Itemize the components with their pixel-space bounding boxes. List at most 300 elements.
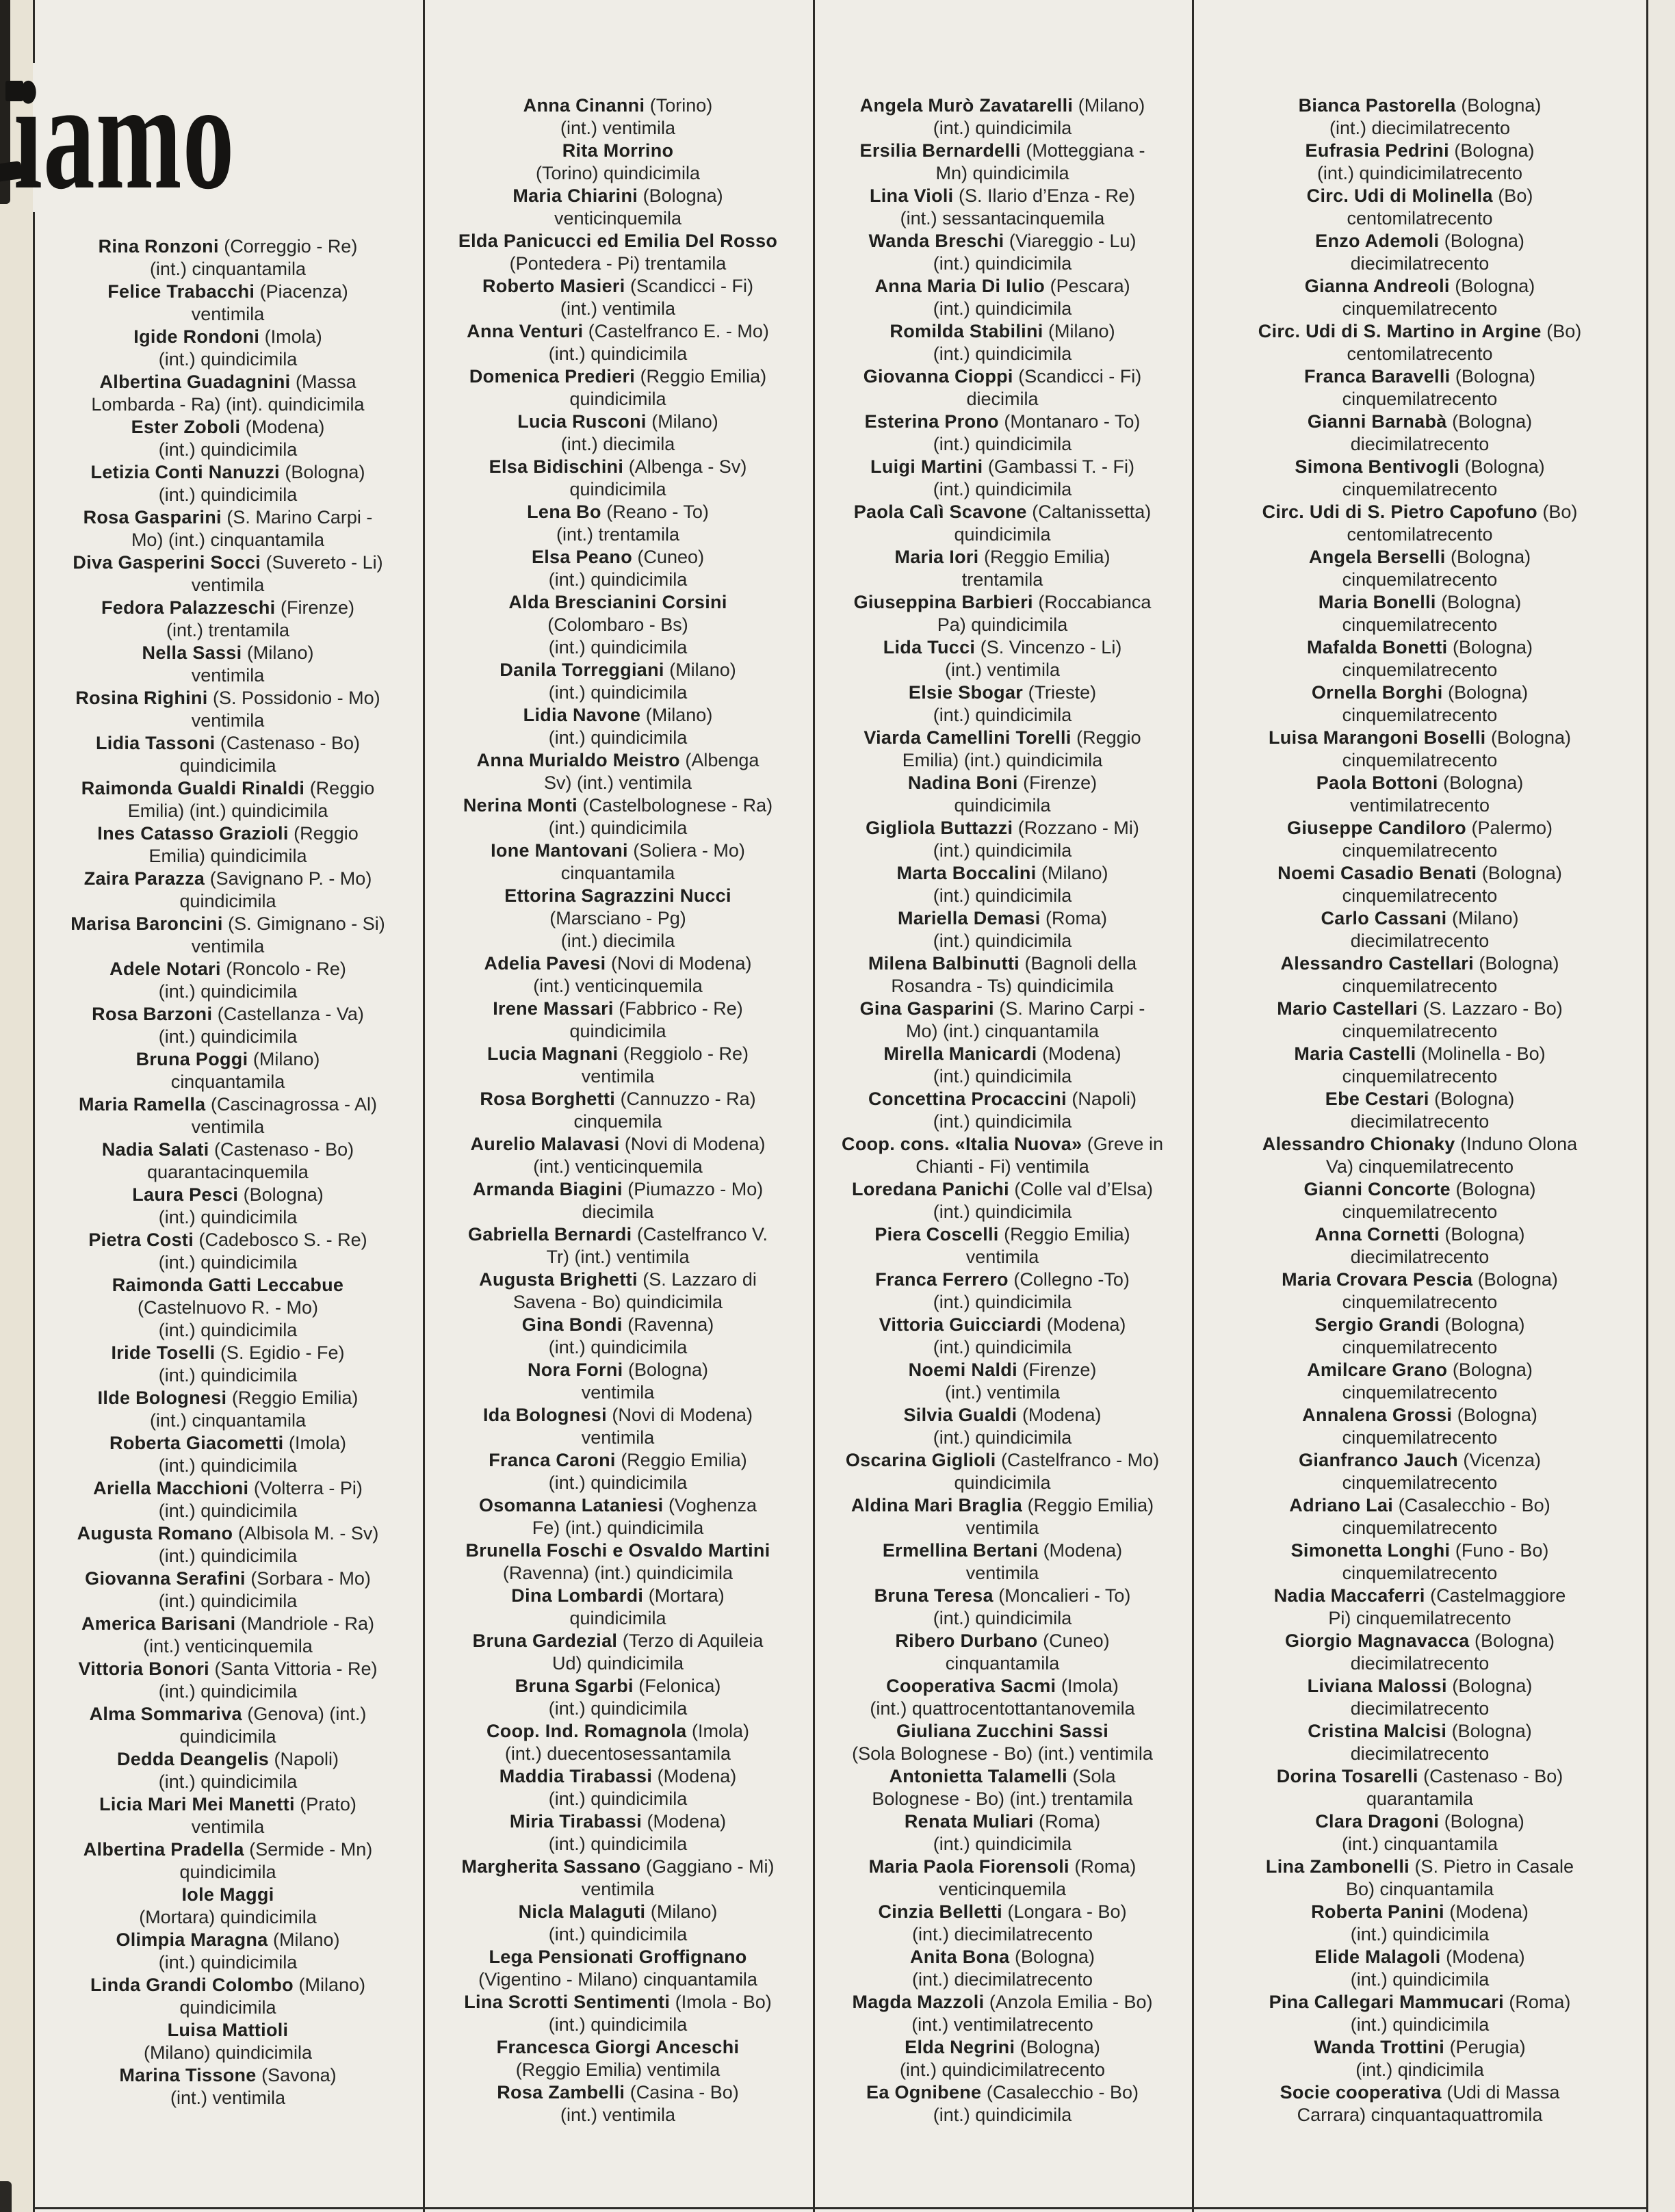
donor-entry-line: Elsie Sbogar (Trieste) <box>908 682 1097 703</box>
donor-entry <box>49 1477 406 1522</box>
donor-entry <box>49 1048 406 1093</box>
donor-name: Giuliana Zucchini Sassi <box>896 1721 1108 1741</box>
donor-entry-line: (int.) quindicimila <box>1350 1969 1490 1990</box>
donor-entry-line: (int.) quindicimila <box>933 1111 1072 1132</box>
donor-entry-line: (int.) trentamila <box>166 620 290 640</box>
donor-entry-line: Aldina Mari Braglia (Reggio Emilia) <box>851 1495 1154 1515</box>
donor-entry <box>49 326 406 371</box>
donor-entry <box>821 1449 1184 1494</box>
donor-entry <box>821 1133 1184 1178</box>
donor-entry <box>821 1720 1184 1765</box>
donor-name: Ettorina Sagrazzini Nucci <box>504 885 731 906</box>
donor-entry-line: (int.) diecimila <box>560 434 675 454</box>
donor-entry-line: Pietra Costi (Cadebosco S. - Re) <box>88 1229 367 1250</box>
donor-entry <box>1204 1946 1635 1991</box>
donor-name: Rosa Zambelli <box>497 2082 625 2103</box>
donor-name: Cinzia Belletti <box>878 1901 1002 1922</box>
donor-name: Ermellina Bertani <box>882 1540 1039 1561</box>
donor-entry-line: (int.) ventimila <box>170 2087 286 2108</box>
donor-entry-line: (int.) quindicimila <box>933 1292 1072 1312</box>
donor-entry-line: (int.) quindicimila <box>933 253 1072 274</box>
donor-name: Osomanna Lataniesi <box>478 1495 664 1515</box>
donor-name: Adele Notari <box>109 959 221 979</box>
donor-entry <box>438 1404 798 1449</box>
donor-entry-line: Concettina Procaccini (Napoli) <box>868 1089 1137 1109</box>
donor-name: Renata Muliari <box>904 1811 1034 1832</box>
donor-name: Mafalda Bonetti <box>1306 637 1448 658</box>
donor-entry <box>821 1856 1184 1901</box>
donor-entry <box>438 1810 798 1856</box>
donor-entry-line: ventimila <box>191 1117 265 1137</box>
donor-entry <box>49 1884 406 1929</box>
donor-entry-line: Coop. cons. «Italia Nuova» (Greve in <box>842 1134 1163 1154</box>
donor-entry-line: Irene Massari (Fabbrico - Re) <box>493 998 743 1019</box>
donor-name: Coop. cons. «Italia Nuova» <box>842 1134 1082 1154</box>
donor-name: Piera Coscelli <box>874 1224 999 1245</box>
donor-entry-line <box>438 140 798 162</box>
donor-name: Alda Brescianini Corsini <box>508 592 727 612</box>
donor-name: Coop. Ind. Romagnola <box>486 1721 687 1741</box>
column-divider-3 <box>1192 0 1194 2212</box>
donor-name: Cristina Malcisi <box>1308 1721 1447 1741</box>
donor-entry-line: (int.) venticinquemila <box>533 976 703 996</box>
donor-entry-line: Lida Tucci (S. Vincenzo - Li) <box>883 637 1122 658</box>
donor-entry-line: (Marsciano - Pg) <box>549 908 686 928</box>
donor-entry-line: (Pontedera - Pi) trentamila <box>509 253 727 274</box>
donor-name: America Barisani <box>81 1613 236 1634</box>
donor-entry <box>821 411 1184 456</box>
donor-name: Sergio Grandi <box>1314 1314 1440 1335</box>
donor-name: Bruna Teresa <box>874 1585 994 1606</box>
donor-entry-line: quindicimila <box>954 1472 1051 1493</box>
donor-entry-line: (int.) qindicimila <box>1355 2059 1484 2080</box>
donor-entry-line: (int.) quindicimila <box>548 818 688 838</box>
donor-entry-line: Mariella Demasi (Roma) <box>897 908 1108 928</box>
donor-entry <box>821 1765 1184 1810</box>
donor-entry-line: (int.) diecimila <box>560 931 675 951</box>
donor-entry-line: Giorgio Magnavacca (Bologna) <box>1284 1630 1555 1651</box>
donor-name: Ornella Borghi <box>1311 682 1443 703</box>
donor-entry-line: Angela Berselli (Bologna) <box>1308 547 1531 567</box>
donor-name: Angela Murò Zavatarelli <box>859 95 1074 116</box>
donor-entry-line: (int.) quindicimila <box>933 1427 1072 1448</box>
donor-entry <box>1204 681 1635 727</box>
donor-name: Wanda Trottini <box>1314 2037 1445 2057</box>
donor-entry-line: Noemi Casadio Benati (Bologna) <box>1277 863 1562 883</box>
donor-entry <box>821 275 1184 320</box>
donor-name: Marisa Baroncini <box>70 913 223 934</box>
donor-entry-line: Gianni Concorte (Bologna) <box>1303 1179 1536 1199</box>
donor-column <box>438 94 798 2126</box>
donor-entry <box>821 1630 1184 1675</box>
donor-entry-line: Nadina Boni (Firenze) <box>907 772 1098 793</box>
donor-entry-line: Amilcare Grano (Bologna) <box>1307 1359 1533 1380</box>
donor-entry-line: quindicimila <box>569 389 666 409</box>
donor-entry-line: Felice Trabacchi (Piacenza) <box>107 281 348 302</box>
donor-entry-line: quindicimila <box>954 795 1051 816</box>
donor-entry-line: Marisa Baroncini (S. Gimignano - Si) <box>70 913 385 934</box>
donor-entry <box>49 1387 406 1432</box>
donor-name: Giuseppe Candiloro <box>1287 818 1466 838</box>
donor-entry-line: (int.) quindicimila <box>158 484 298 505</box>
donor-entry-line: Lina Scrotti Sentimenti (Imola - Bo) <box>464 1992 772 2012</box>
donor-entry-line <box>438 885 798 907</box>
donor-entry-line: (int.) quindicimila <box>933 1337 1072 1357</box>
donor-entry-line: Maddia Tirabassi (Modena) <box>499 1766 737 1786</box>
donor-entry <box>438 1088 798 1133</box>
donor-name: Circ. Udi di S. Pietro Capofuno <box>1262 502 1537 522</box>
donor-entry <box>438 365 798 411</box>
donor-entry-line: Rosandra - Ts) quindicimila <box>891 976 1114 996</box>
donor-entry-line: ventimila <box>191 575 265 595</box>
donor-entry-line: Wanda Breschi (Viareggio - Lu) <box>868 231 1137 251</box>
donor-entry <box>1204 772 1635 817</box>
donor-entry <box>1204 1494 1635 1539</box>
donor-entry-line: (int.) cinquantamila <box>149 1410 307 1431</box>
donor-name: Nadia Salati <box>101 1139 209 1160</box>
donor-entry-line: Bruna Gardezial (Terzo di Aquileia <box>472 1630 764 1651</box>
donor-entry <box>821 1314 1184 1359</box>
donor-entry <box>438 952 798 998</box>
donor-column <box>49 235 406 2109</box>
donor-entry-line: Silvia Gualdi (Modena) <box>903 1405 1102 1425</box>
page-right-edge <box>1646 0 1675 2212</box>
donor-entry-line: trentamila <box>961 569 1043 590</box>
donor-entry <box>49 1613 406 1658</box>
donor-entry-line: (int.) venticinquemila <box>143 1636 313 1656</box>
donor-entry <box>1204 1810 1635 1856</box>
donor-entry-line: Circ. Udi di Molinella (Bo) <box>1306 185 1533 206</box>
donor-entry-line: Anna Maria Di Iulio (Pescara) <box>874 276 1130 296</box>
bottom-border-rule <box>33 2207 1648 2209</box>
donor-entry-line: Maria Iori (Reggio Emilia) <box>894 547 1111 567</box>
donor-entry-line: Albertina Guadagnini (Massa <box>99 372 356 392</box>
donor-entry-line: Giovanna Serafini (Sorbara - Mo) <box>85 1568 371 1589</box>
donor-name: Concettina Procaccini <box>868 1089 1067 1109</box>
donor-name: Socie cooperativa <box>1280 2082 1442 2103</box>
donor-entry <box>821 952 1184 998</box>
donor-entry-line <box>49 2019 406 2042</box>
donor-entry <box>821 1494 1184 1539</box>
donor-entry-line: (int.) quindicimilatrecento <box>899 2059 1106 2080</box>
donor-entry-line: cinquemilatrecento <box>1342 660 1498 680</box>
donor-entry-line: cinquemilatrecento <box>1342 705 1498 725</box>
donor-entry <box>821 1223 1184 1268</box>
donor-entry-line: cinquemilatrecento <box>1342 885 1498 906</box>
donor-entry <box>1204 1901 1635 1946</box>
donor-entry <box>1204 230 1635 275</box>
donor-name: Diva Gasperini Socci <box>73 552 261 573</box>
donor-name: Paola Calì Scavone <box>853 502 1027 522</box>
donor-name: Vittoria Bonori <box>78 1658 209 1679</box>
donor-entry-line: Annalena Grossi (Bologna) <box>1302 1405 1537 1425</box>
donor-name: Carlo Cassani <box>1321 908 1447 928</box>
donor-entry <box>49 416 406 461</box>
donor-entry <box>1204 501 1635 546</box>
donor-entry-line: quindicimila <box>179 1726 276 1747</box>
donor-name: Elsa Bidischini <box>489 456 624 477</box>
donor-entry-line: (int.) quindicimila <box>933 840 1072 861</box>
donor-entry <box>1204 1585 1635 1630</box>
donor-entry <box>1204 591 1635 636</box>
donor-entry-line: (int.) quindicimila <box>933 1201 1072 1222</box>
donor-entry-line: (Reggio Emilia) ventimila <box>515 2059 720 2080</box>
donor-entry-line: Gina Bondi (Ravenna) <box>521 1314 714 1335</box>
donor-entry-line: (int.) quindicimila <box>933 885 1072 906</box>
donor-entry <box>49 1274 406 1342</box>
donor-entry-line: Ersilia Bernardelli (Motteggiana - <box>859 140 1145 161</box>
donor-entry-line: Ariella Macchioni (Volterra - Pi) <box>93 1478 363 1498</box>
donor-entry-line: Mirella Manicardi (Modena) <box>883 1043 1121 1064</box>
donor-name: Lena Bo <box>527 502 601 522</box>
donor-name: Gianna Andreoli <box>1304 276 1450 296</box>
donor-entry <box>438 659 798 704</box>
donor-entry-line: Ebe Cestari (Bologna) <box>1325 1089 1515 1109</box>
donor-entry <box>438 1043 798 1088</box>
donor-entry <box>821 2081 1184 2126</box>
donor-entry-line: Clara Dragoni (Bologna) <box>1315 1811 1524 1832</box>
donor-entry <box>1204 1856 1635 1901</box>
donor-name: Gabriella Bernardi <box>467 1224 632 1245</box>
donor-name: Brunella Foschi e Osvaldo Martini <box>465 1540 770 1561</box>
donor-name: Margherita Sassano <box>461 1856 641 1877</box>
donor-entry-line: (Vigentino - Milano) cinquantamila <box>478 1969 757 1990</box>
donor-name: Adelia Pavesi <box>484 953 606 974</box>
donor-entry-line: Va) cinquemilatrecento <box>1325 1156 1514 1177</box>
donor-entry-line: Gianfranco Jauch (Vicenza) <box>1299 1450 1541 1470</box>
donor-entry-line: cinquemilatrecento <box>1342 1382 1498 1403</box>
donor-entry <box>438 1178 798 1223</box>
donor-column <box>1204 94 1635 2126</box>
donor-name: Maria Chiarini <box>512 185 638 206</box>
donor-entry-line: Romilda Stabilini (Milano) <box>890 321 1115 341</box>
donor-entry-line <box>438 1539 798 1562</box>
donor-entry-line: Rosina Righini (S. Possidonio - Mo) <box>75 688 380 708</box>
donor-name: Irene Massari <box>493 998 614 1019</box>
donor-entry <box>821 230 1184 275</box>
donor-entry <box>438 185 798 230</box>
donor-entry-line: (int.) quindicimila <box>933 1608 1072 1628</box>
donor-name: Lina Scrotti Sentimenti <box>464 1992 671 2012</box>
donor-entry-line: Dedda Deangelis (Napoli) <box>116 1749 339 1769</box>
donor-entry-line: Aurelio Malavasi (Novi di Modena) <box>470 1134 766 1154</box>
donor-entry-line: quindicimila <box>179 1862 276 1882</box>
donor-entry-line: ventimila <box>581 1066 655 1087</box>
column-divider-2 <box>813 0 815 2212</box>
donor-entry-line: (int.) quindicimila <box>158 349 298 369</box>
donor-entry <box>438 1901 798 1946</box>
donor-entry-line: Lucia Rusconi (Milano) <box>517 411 718 432</box>
donor-name: Eufrasia Pedrini <box>1305 140 1449 161</box>
donor-name: Pietra Costi <box>88 1229 194 1250</box>
donor-name: Noemi Casadio Benati <box>1277 863 1477 883</box>
donor-entry-line: ventimila <box>191 710 265 731</box>
donor-entry-line: cinquantamila <box>170 1071 285 1092</box>
donor-entry-line <box>49 1274 406 1297</box>
donor-entry-line: Rosa Borghetti (Cannuzzo - Ra) <box>480 1089 756 1109</box>
donor-entry <box>49 1342 406 1387</box>
donor-entry <box>821 185 1184 230</box>
donor-entry-line: Noemi Naldi (Firenze) <box>908 1359 1097 1380</box>
donor-entry-line: Ione Mantovani (Soliera - Mo) <box>491 840 745 861</box>
donor-entry <box>438 1494 798 1539</box>
donor-entry-line: cinquemilatrecento <box>1342 1563 1498 1583</box>
donor-entry <box>49 1974 406 2019</box>
donor-entry <box>49 732 406 777</box>
donor-entry <box>821 94 1184 140</box>
donor-entry <box>49 1229 406 1274</box>
donor-entry <box>1204 320 1635 365</box>
donor-name: Gianfranco Jauch <box>1299 1450 1458 1470</box>
donor-entry-line: (int.) quindicimila <box>158 1365 298 1385</box>
donor-entry <box>49 1184 406 1229</box>
donor-entry-line: ventimila <box>965 1563 1039 1583</box>
donor-name: Anna Murialdo Meistro <box>476 750 680 770</box>
donor-entry <box>438 1449 798 1494</box>
donor-entry-line <box>438 230 798 252</box>
donor-name: Ione Mantovani <box>491 840 628 861</box>
donor-entry <box>821 1901 1184 1946</box>
donor-name: Antonietta Talamelli <box>889 1766 1067 1786</box>
donor-entry <box>821 1088 1184 1133</box>
donor-entry <box>438 1133 798 1178</box>
donor-entry-line: Lombarda - Ra) (int). quindicimila <box>91 394 365 415</box>
donor-entry <box>821 1178 1184 1223</box>
donor-name: Aurelio Malavasi <box>470 1134 620 1154</box>
donor-entry <box>49 281 406 326</box>
donor-entry-line: Nora Forni (Bologna) <box>527 1359 709 1380</box>
donor-name: Bruna Poggi <box>135 1049 248 1069</box>
donor-entry-line: Sv) (int.) ventimila <box>543 772 692 793</box>
donor-entry-line: quindicimila <box>954 524 1051 545</box>
donor-entry-line: diecimilatrecento <box>1350 1247 1490 1267</box>
donor-entry-line: (int.) quindicimila <box>933 118 1072 138</box>
donor-entry-line: Nerina Monti (Castelbolognese - Ra) <box>463 795 773 816</box>
donor-entry-line: Adelia Pavesi (Novi di Modena) <box>484 953 752 974</box>
donor-name: Roberto Masieri <box>482 276 625 296</box>
donor-entry <box>1204 1268 1635 1314</box>
donor-entry-line: Coop. Ind. Romagnola (Imola) <box>486 1721 749 1741</box>
donor-entry-line: Anna Venturi (Castelfranco E. - Mo) <box>467 321 769 341</box>
donor-entry-line: Alma Sommariva (Genova) (int.) <box>89 1704 367 1724</box>
donor-entry <box>438 1223 798 1268</box>
donor-entry-line: Dina Lombardi (Mortara) <box>511 1585 725 1606</box>
donor-name: Liviana Malossi <box>1307 1676 1447 1696</box>
donor-name: Armanda Biagini <box>472 1179 623 1199</box>
donor-entry-line: cinquemilatrecento <box>1342 298 1498 319</box>
donor-name: Licia Mari Mei Manetti <box>99 1794 295 1814</box>
donor-entry-line: Ines Catasso Grazioli (Reggio <box>97 823 359 844</box>
donor-name: Oscarina Giglioli <box>845 1450 996 1470</box>
donor-entry-line: (int.) quindicimila <box>933 298 1072 319</box>
donor-entry-line: Ester Zoboli (Modena) <box>131 417 325 437</box>
donor-entry <box>49 687 406 732</box>
donor-entry-line: Zaira Parazza (Savignano P. - Mo) <box>83 868 372 889</box>
donor-entry-line: ventimila <box>581 1879 655 1899</box>
donor-name: Bruna Gardezial <box>472 1630 618 1651</box>
donor-entry-line: Anita Bona (Bologna) <box>909 1947 1095 1967</box>
donor-entry-line: Antonietta Talamelli (Sola <box>889 1766 1116 1786</box>
donor-name: Bruna Sgarbi <box>515 1676 634 1696</box>
donor-name: Maria Ramella <box>78 1094 206 1115</box>
donor-name: Simonetta Longhi <box>1290 1540 1451 1561</box>
donor-name: Rina Ronzoni <box>98 236 219 257</box>
donor-entry-line: Roberta Panini (Modena) <box>1311 1901 1529 1922</box>
donor-name: Ersilia Bernardelli <box>859 140 1021 161</box>
donor-entry-line: cinquemilatrecento <box>1342 1021 1498 1041</box>
donor-entry <box>821 998 1184 1043</box>
donor-entry-line: (int.) quindicimila <box>158 1320 298 1340</box>
donor-entry-line: Simonetta Longhi (Funo - Bo) <box>1290 1540 1549 1561</box>
donor-entry <box>438 1856 798 1901</box>
donor-name: Igide Rondoni <box>133 326 260 347</box>
donor-name: Francesca Giorgi Anceschi <box>496 2037 740 2057</box>
donor-entry-line: Ea Ognibene (Casalecchio - Bo) <box>866 2082 1139 2103</box>
donor-entry-line: Ud) quindicimila <box>551 1653 684 1674</box>
donor-entry-line: Emilia) (int.) quindicimila <box>127 801 328 821</box>
donor-entry-line: Tr) (int.) ventimila <box>546 1247 690 1267</box>
donor-name: Ines Catasso Grazioli <box>97 823 289 844</box>
donor-entry <box>1204 140 1635 185</box>
donor-name: Elsa Peano <box>531 547 633 567</box>
donor-entry <box>821 1043 1184 1088</box>
donor-entry-line: Lucia Magnani (Reggiolo - Re) <box>486 1043 749 1064</box>
donor-entry-line: Giuseppina Barbieri (Roccabianca <box>853 592 1152 612</box>
donor-name: Alma Sommariva <box>89 1704 242 1724</box>
donor-entry-line: (int.) quindicimila <box>1350 1924 1490 1944</box>
donor-entry-line: Ilde Bolognesi (Reggio Emilia) <box>97 1388 359 1408</box>
donor-entry <box>49 1522 406 1567</box>
donor-entry-line <box>821 1720 1184 1743</box>
donor-entry-line: diecimilatrecento <box>1350 253 1490 274</box>
donor-entry <box>1204 1539 1635 1585</box>
donor-name: Lucia Rusconi <box>517 411 647 432</box>
donor-name: Wanda Breschi <box>868 231 1004 251</box>
right-border-rule <box>1646 0 1648 2212</box>
donor-name: Elsie Sbogar <box>908 682 1024 703</box>
donor-name: Franca Caroni <box>489 1450 616 1470</box>
donor-name: Lidia Tassoni <box>95 733 216 753</box>
donor-entry-line: Liviana Malossi (Bologna) <box>1307 1676 1533 1696</box>
donor-name: Ribero Durbano <box>895 1630 1038 1651</box>
donor-entry-line: cinquemilatrecento <box>1342 1427 1498 1448</box>
donor-entry <box>821 320 1184 365</box>
donor-name: Maria Castelli <box>1294 1043 1416 1064</box>
donor-entry-line: Laura Pesci (Bologna) <box>132 1184 324 1205</box>
donor-entry <box>49 551 406 597</box>
donor-entry <box>821 772 1184 817</box>
donor-entry-line: (int.) quindicimila <box>158 1771 298 1792</box>
donor-entry-line: Bruna Teresa (Moncalieri - To) <box>874 1585 1131 1606</box>
donor-entry-line: Piera Coscelli (Reggio Emilia) <box>874 1224 1130 1245</box>
donor-entry-line: Dorina Tosarelli (Castenaso - Bo) <box>1276 1766 1563 1786</box>
donor-entry <box>49 913 406 958</box>
donor-entry-line: Enzo Ademoli (Bologna) <box>1315 231 1524 251</box>
donor-name: Romilda Stabilini <box>890 321 1043 341</box>
donor-entry-line: Angela Murò Zavatarelli (Milano) <box>859 95 1145 116</box>
donor-entry-line: (Mortara) quindicimila <box>139 1907 317 1927</box>
donor-entry-line: Luigi Martini (Gambassi T. - Fi) <box>870 456 1134 477</box>
donor-entry-line: Bolognese - Bo) (int.) trentamila <box>872 1788 1133 1809</box>
donor-entry <box>438 998 798 1043</box>
donor-entry-line: Savena - Bo) quindicimila <box>512 1292 723 1312</box>
donor-name: Alessandro Castellari <box>1280 953 1474 974</box>
donor-entry <box>821 1359 1184 1404</box>
donor-entry-line: (int.) sessantacinquemila <box>900 208 1105 229</box>
donor-name: Dedda Deangelis <box>116 1749 270 1769</box>
donor-entry <box>821 1268 1184 1314</box>
donor-entry-line <box>438 2036 798 2059</box>
